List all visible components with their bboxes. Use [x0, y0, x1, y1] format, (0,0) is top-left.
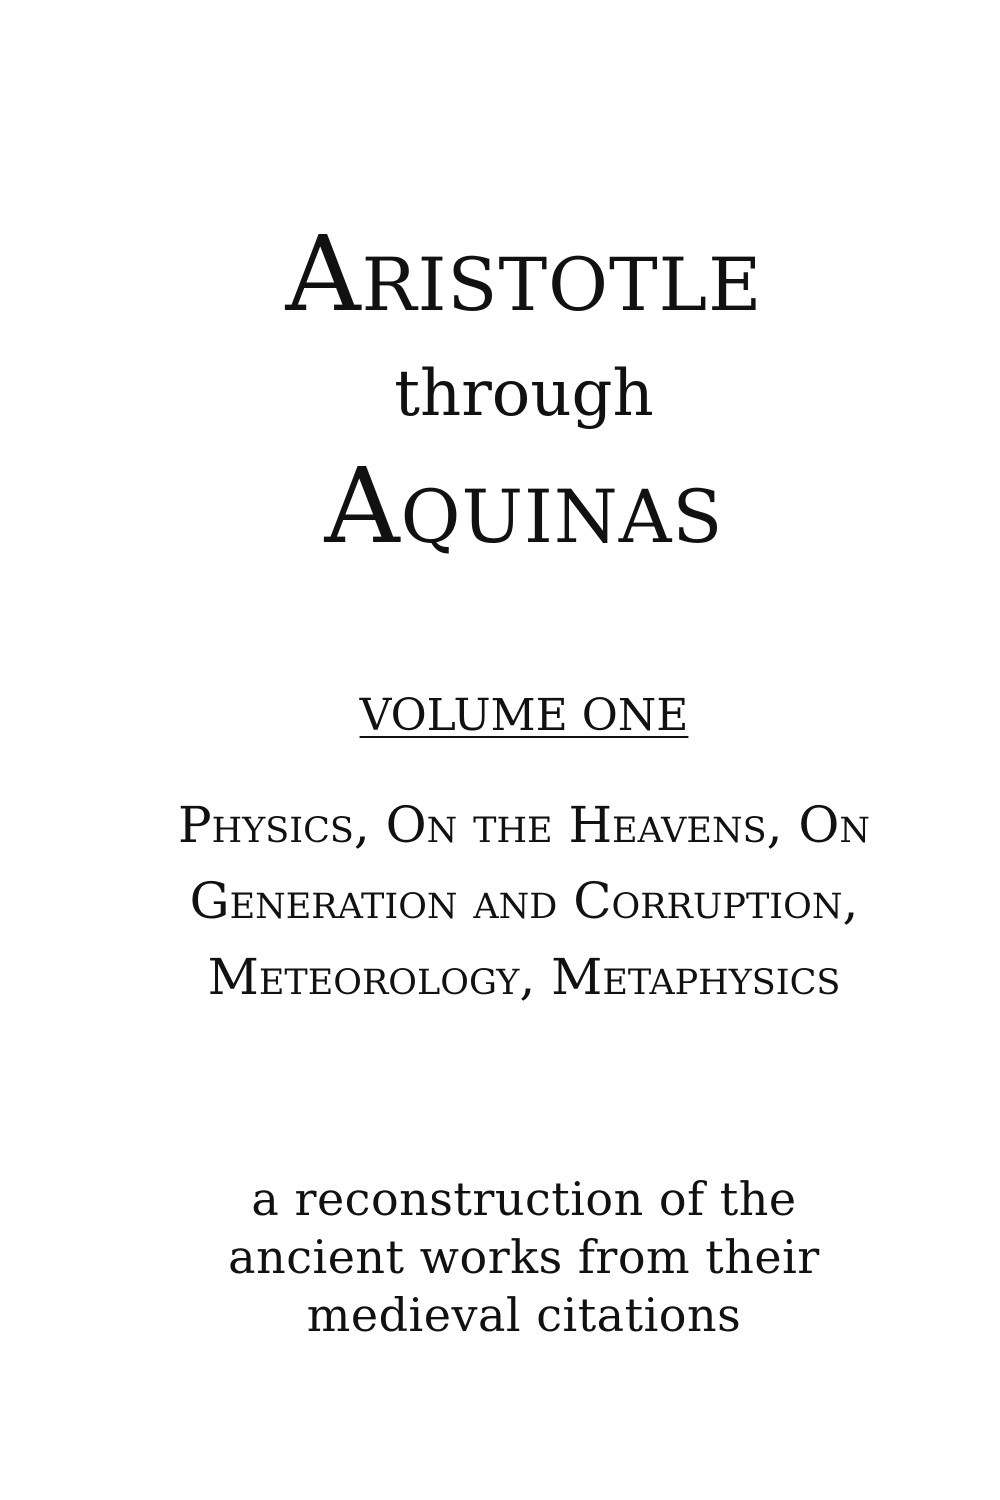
contents-line: Meteorology, Metaphysics	[207, 948, 841, 1006]
title-line-aristotle: Aristotle	[285, 213, 763, 335]
contents-line: Generation and Corruption,	[189, 872, 859, 930]
contents-line: Physics, On the Heavens, On	[178, 796, 870, 854]
subtitle-line: a reconstruction of the	[251, 1172, 797, 1226]
volume-heading	[24, 690, 1000, 741]
volume-label: VOLUME ONE	[359, 690, 689, 741]
title-line-through: through	[394, 357, 654, 431]
title-line-aquinas: Aquinas	[324, 445, 724, 567]
subtitle-line: medieval citations	[306, 1288, 742, 1342]
subtitle-line: ancient works from their	[228, 1230, 820, 1284]
